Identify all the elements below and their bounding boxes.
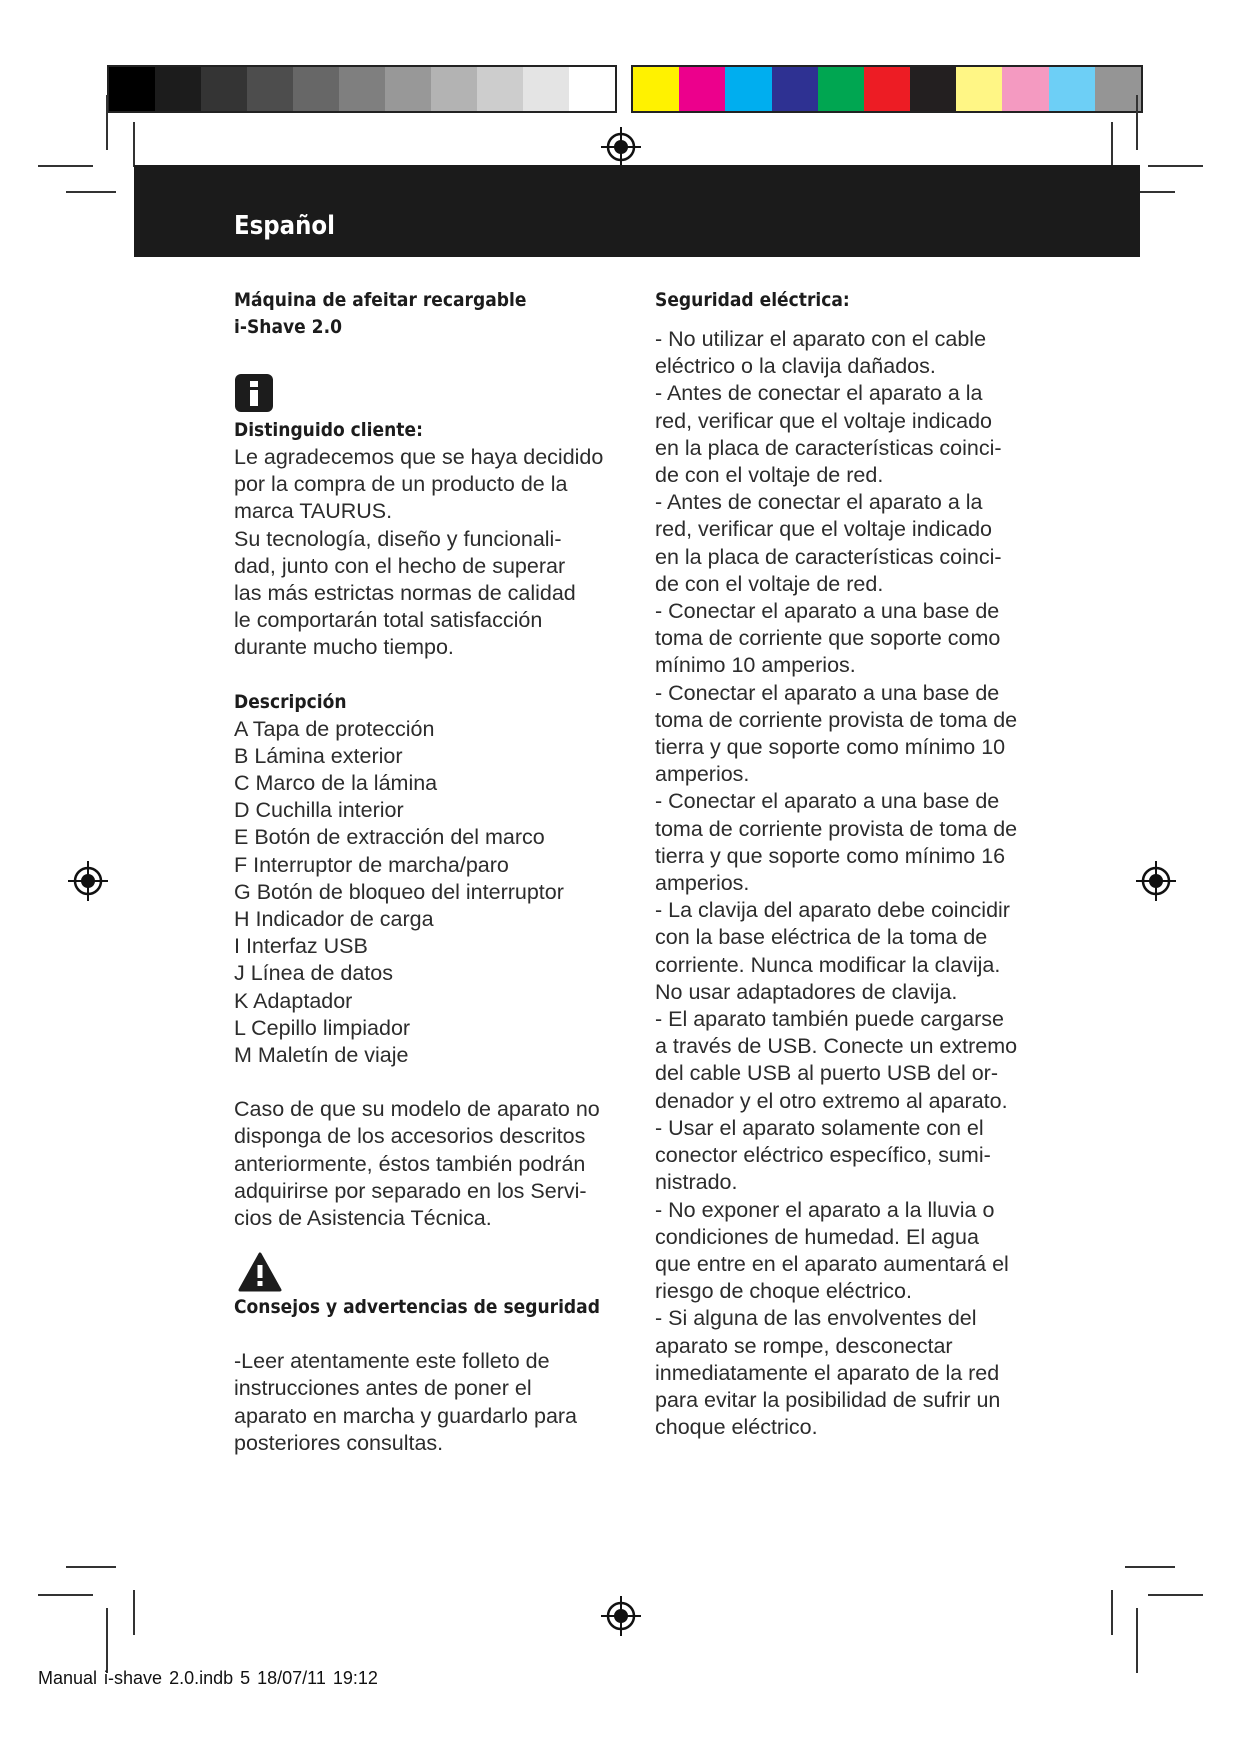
text-line: posteriores consultas. [234,1430,444,1455]
text-line: aparato se rompe, desconectar [655,1333,953,1358]
color-swatch [477,67,523,111]
text-line: - Conectar el aparato a una base de [655,789,1000,814]
crop-mark [1111,122,1113,170]
right-column [655,287,1065,1441]
color-swatch [633,67,679,111]
text-line: las más estrictas normas de calidad [234,581,576,606]
list-item: D Cuchilla interior [234,798,404,823]
color-swatch [385,67,431,111]
text-line: conector eléctrico específico, sumi- [655,1143,991,1168]
text-line: de con el voltaje de red. [655,463,884,488]
list-item: I Interfaz USB [234,934,368,959]
crop-mark [106,1608,108,1673]
list-item: C Marco de la lámina [234,771,438,796]
text-line: - Antes de conectar el aparato a la [655,490,983,515]
text-line: - Antes de conectar el aparato a la [655,381,983,406]
grayscale-color-bar [107,65,617,113]
crop-mark [66,1566,116,1568]
color-swatch [523,67,569,111]
text-line: eléctrico o la clavija dañados. [655,354,936,379]
color-swatch [772,67,818,111]
color-swatch [109,67,155,111]
color-swatch [1095,67,1141,111]
text-line: toma de corriente provista de toma de [655,816,1018,841]
safety-heading: Consejos y advertencias de seguridad [234,1296,600,1319]
text-line: tierra y que soporte como mínimo 16 [655,843,1006,868]
list-item: K Adaptador [234,988,353,1013]
list-item: M Maletín de viaje [234,1043,409,1068]
text-line: Su tecnología, diseño y funcionali- [234,526,562,551]
crop-mark [66,191,116,193]
text-line: para evitar la posibilidad de sufrir un [655,1387,1001,1412]
text-line: toma de corriente que soporte como [655,626,1001,651]
text-line: choque eléctrico. [655,1415,818,1440]
text-line: cios de Asistencia Técnica. [234,1206,492,1231]
text-line: nistrado. [655,1170,738,1195]
text-line: adquirirse por separado en los Servi- [234,1178,587,1203]
text-line: en la placa de características coinci- [655,544,1002,569]
list-item: J Línea de datos [234,961,393,986]
list-item: F Interruptor de marcha/paro [234,852,509,877]
crop-mark [106,95,108,150]
text-line: por la compra de un producto de la [234,472,568,497]
text-line: anteriormente, éstos también podrán [234,1151,586,1176]
product-title: Máquina de afeitar recargable [234,289,527,311]
crop-mark [1148,165,1203,167]
greeting-paragraph [234,444,644,662]
registration-target-icon [601,127,641,167]
info-icon [234,373,274,413]
color-swatch [864,67,910,111]
text-line: riesgo de choque eléctrico. [655,1279,912,1304]
text-line: - El aparato también puede cargarse [655,1007,1004,1032]
text-line: red, verificar que el voltaje indicado [655,517,993,542]
text-line: condiciones de humedad. El agua [655,1224,979,1249]
registration-target-icon [68,861,108,901]
crop-mark [1111,1590,1113,1635]
safety-paragraph [234,1348,644,1457]
text-line: que entre en el aparato aumentará el [655,1251,1009,1276]
print-slug: Manual i-shave 2.0.indb 5 18/07/11 19:12 [38,1668,378,1688]
color-swatch [1049,67,1095,111]
color-swatch [910,67,956,111]
process-color-bar [631,65,1143,113]
text-line: -Leer atentamente este folleto de [234,1349,550,1374]
crop-mark [133,122,135,167]
color-swatch [339,67,385,111]
text-line: de con el voltaje de red. [655,571,884,596]
section-header-band [134,165,1140,257]
text-line: red, verificar que el voltaje indicado [655,408,993,433]
text-line: aparato en marcha y guardarlo para [234,1403,578,1428]
description-list [234,716,644,1070]
color-swatch [293,67,339,111]
text-line: dad, junto con el hecho de superar [234,553,566,578]
crop-mark [38,165,93,167]
text-line: - Conectar el aparato a una base de [655,599,1000,624]
accessories-paragraph [234,1096,644,1232]
list-item: A Tapa de protección [234,716,435,741]
color-swatch [201,67,247,111]
text-line: Caso de que su modelo de aparato no [234,1097,600,1122]
text-line: amperios. [655,762,750,787]
crop-mark [1148,1594,1203,1596]
list-item: G Botón de bloqueo del interruptor [234,879,564,904]
electrical-safety-heading: Seguridad eléctrica: [655,289,850,311]
color-swatch [247,67,293,111]
crop-mark [133,1590,135,1635]
text-line: con la base eléctrica de la toma de [655,925,988,950]
left-column [234,287,644,1457]
crop-mark [1136,95,1138,150]
text-line: No usar adaptadores de clavija. [655,979,958,1004]
color-swatch [725,67,771,111]
text-line: tierra y que soporte como mínimo 10 [655,735,1006,760]
color-swatch [956,67,1002,111]
text-line: marca TAURUS. [234,499,393,524]
color-swatch [818,67,864,111]
color-swatch [679,67,725,111]
crop-mark [1125,1566,1175,1568]
text-line: del cable USB al puerto USB del or- [655,1061,998,1086]
text-line: - No exponer el aparato a la lluvia o [655,1197,995,1222]
color-swatch [569,67,615,111]
color-swatch [1002,67,1048,111]
text-line: le comportarán total satisfacción [234,608,543,633]
text-line: instrucciones antes de poner el [234,1376,532,1401]
language-title: Español [234,211,335,241]
warning-icon [238,1252,282,1292]
text-line: a través de USB. Conecte un extremo [655,1034,1018,1059]
color-swatch [431,67,477,111]
text-line: - Usar el aparato solamente con el [655,1115,984,1140]
text-line: inmediatamente el aparato de la red [655,1360,1000,1385]
text-line: corriente. Nunca modificar la clavija. [655,952,1001,977]
list-item: B Lámina exterior [234,743,403,768]
text-line: toma de corriente provista de toma de [655,707,1018,732]
text-line: - Conectar el aparato a una base de [655,680,1000,705]
description-heading: Descripción [234,690,347,713]
registration-target-icon [1136,861,1176,901]
text-line: - La clavija del aparato debe coincidir [655,898,1010,923]
list-item: L Cepillo limpiador [234,1015,411,1040]
greeting-heading: Distinguido cliente: [234,419,423,441]
text-line: en la placa de características coinci- [655,435,1002,460]
registration-target-icon [601,1596,641,1636]
list-item: E Botón de extracción del marco [234,825,545,850]
list-item: H Indicador de carga [234,907,434,932]
color-swatch [155,67,201,111]
text-line: denador y el otro extremo al aparato. [655,1088,1008,1113]
text-line: amperios. [655,871,750,896]
text-line: durante mucho tiempo. [234,635,454,660]
text-line: - No utilizar el aparato con el cable [655,327,987,351]
crop-mark [1136,1608,1138,1673]
product-model: i-Shave 2.0 [234,316,342,338]
crop-mark [38,1594,93,1596]
text-line: - Si alguna de las envolventes del [655,1306,977,1331]
text-line: disponga de los accesorios descritos [234,1124,586,1149]
text-line: Le agradecemos que se haya decidido [234,445,604,469]
text-line: mínimo 10 amperios. [655,653,856,678]
electrical-safety-paragraph [655,326,1065,1441]
